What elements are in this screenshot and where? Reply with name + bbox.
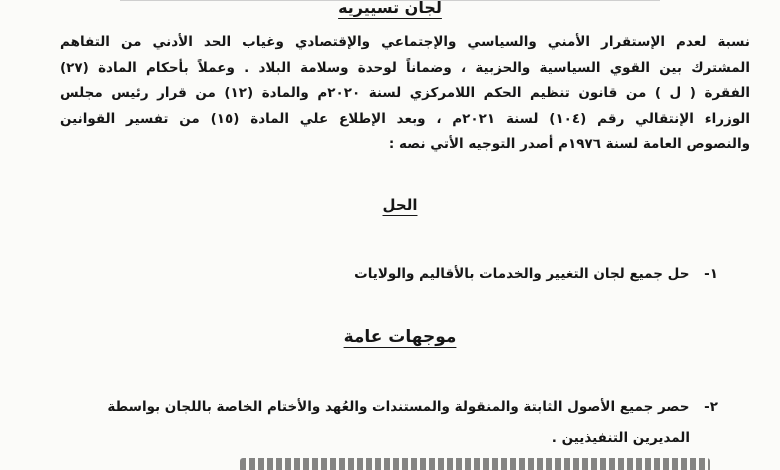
heading-general-directives: موجهات عامة [343,327,457,347]
heading-steering-committees: لجان تسييريه [338,0,442,17]
preamble-line: الفقرة ( ل ) من قانون تنظيم الحكم اللامركزي لسنة ٢٠٢٠م والمادة (١٢) من قرار رئيس مجلس [60,85,750,101]
item-number: ١- [704,266,718,282]
preamble-line: الوزراء الإنتقالي رقم (١٠٤) لسنة ٢٠٢١م ، وبعد الإطلاع علي المادة (١٥) من تفسير القوانين [60,110,750,127]
list-item [354,266,718,282]
item-text: حل جميع لجان التغيير والخدمات بالأقاليم والولايات [354,266,690,282]
preamble-line: المشترك بين القوي السياسية والحزبية ، وضماناً لوحدة وسلامة البلاد . وعملاً بأحكام المادة (٢٧) [60,59,750,76]
item-continuation: المديرين التنفيذيين . [551,430,690,446]
preamble-line: نسبة لعدم الإستقرار الأمني والسياسي والإجتماعي والإقتصادي وغياب الحد الأدني من التفاهم [60,34,750,50]
list-item [107,399,718,415]
item-number: ٢- [704,399,718,415]
preamble-paragraph [60,30,750,158]
item-text: حصر جميع الأصول الثابتة والمنقولة والمستندات والعُهد والأختام الخاصة باللجان بواسطة [107,399,690,415]
preamble-line: والنصوص العامة لسنة ١٩٧٦م أصدر التوجيه الأتي نصه : [388,136,750,152]
truncated-text-line [240,458,710,470]
heading-solution: الحل [382,196,418,214]
